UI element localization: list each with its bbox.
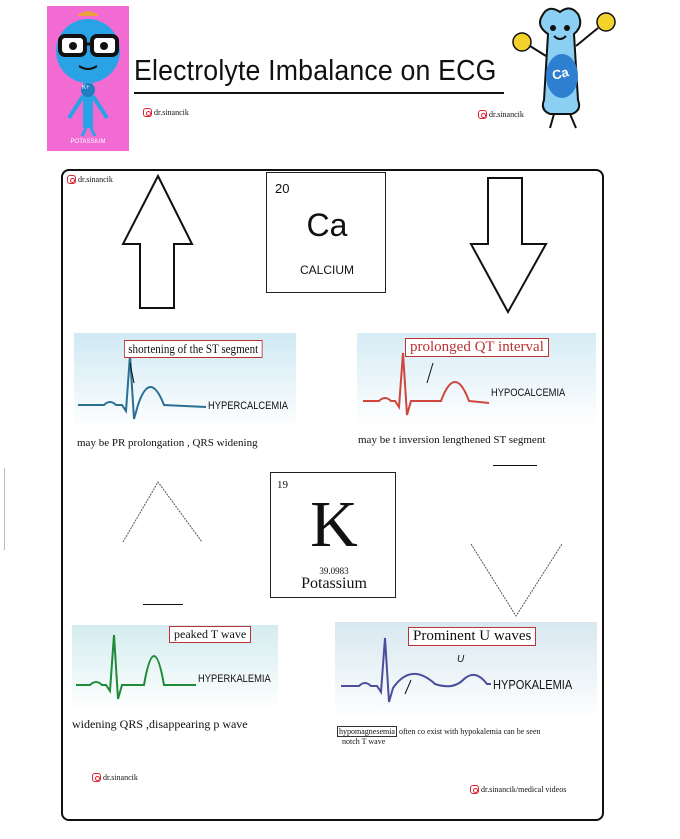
hypercalcemia-trace-label: HYPERCALCEMIA [208,400,289,412]
potassium-atomic-number: 19 [277,479,288,491]
hypocalcemia-trace-label: HYPOCALCEMIA [491,387,566,399]
left-edge-mark [4,468,5,550]
calcium-element-tile [266,172,386,293]
hypocalcemia-annotation: prolonged QT interval [405,338,549,357]
footer-handle-right[interactable]: dr.sinancik/medical videos [470,785,566,794]
potassium-mascot-label: POTASSIUM [70,139,106,145]
page-title: Electrolyte Imbalance on ECG [134,55,497,87]
hypo-potassium-down-chevron-icon [468,540,568,620]
header-handle-right[interactable]: dr.sinancik [478,110,524,119]
potassium-name: Potassium [301,575,367,592]
hypokalemia-caption [337,727,541,736]
hypomagnesemia-term: hypomagnesemia [339,727,395,736]
calcium-mascot [512,4,622,134]
hypokalemia-trace-label: HYPOKALEMIA [493,677,573,692]
hyperkalemia-trace-label: HYPERKALEMIA [198,673,271,685]
potassium-symbol: K [310,488,358,561]
instagram-icon [143,108,152,117]
hypo-calcium-down-arrow-icon [468,174,552,316]
hypocalcemia-caption: may be t inversion lengthened ST segment [358,434,546,446]
footer-handle-left[interactable]: dr.sinancik [92,773,138,782]
frame-handle[interactable]: dr.sinancik [67,175,113,184]
instagram-icon [67,175,76,184]
hypercalcemia-annotation: shortening of the ST segment [124,340,262,358]
hypokalemia-u-label: U [457,654,465,665]
calcium-atomic-number: 20 [275,181,290,196]
potassium-atomic-mass: 39.0983 [319,566,349,576]
hyperkalemia-divider [143,604,183,605]
instagram-icon [92,773,101,782]
potassium-mascot-icon [47,6,129,151]
title-underline [134,92,504,94]
calcium-mascot-label: Ca [550,64,571,83]
potassium-badge: K+ [82,85,90,91]
calcium-name: CALCIUM [299,263,354,277]
hypercalcemia-caption: may be PR prolongation , QRS widening [77,437,258,449]
potassium-mascot [47,6,129,151]
header-handle-left[interactable]: dr.sinancik [143,108,189,117]
instagram-icon [478,110,487,119]
hypokalemia-caption-rest: often co exist with hypokalemia can be seen [398,727,541,736]
hypocalcemia-divider [493,465,537,466]
hyperkalemia-annotation: peaked T wave [169,626,251,643]
hyperkalemia-caption: widening QRS ,disappearing p wave [72,717,248,731]
hyper-calcium-up-arrow-icon [120,172,200,312]
instagram-icon [470,785,479,794]
hypokalemia-caption-line2: notch T wave [342,737,386,746]
potassium-element-tile [270,472,396,598]
hypokalemia-annotation: Prominent U waves [408,627,536,646]
hyper-potassium-up-chevron-icon [120,476,210,546]
calcium-symbol: Ca [306,207,348,243]
